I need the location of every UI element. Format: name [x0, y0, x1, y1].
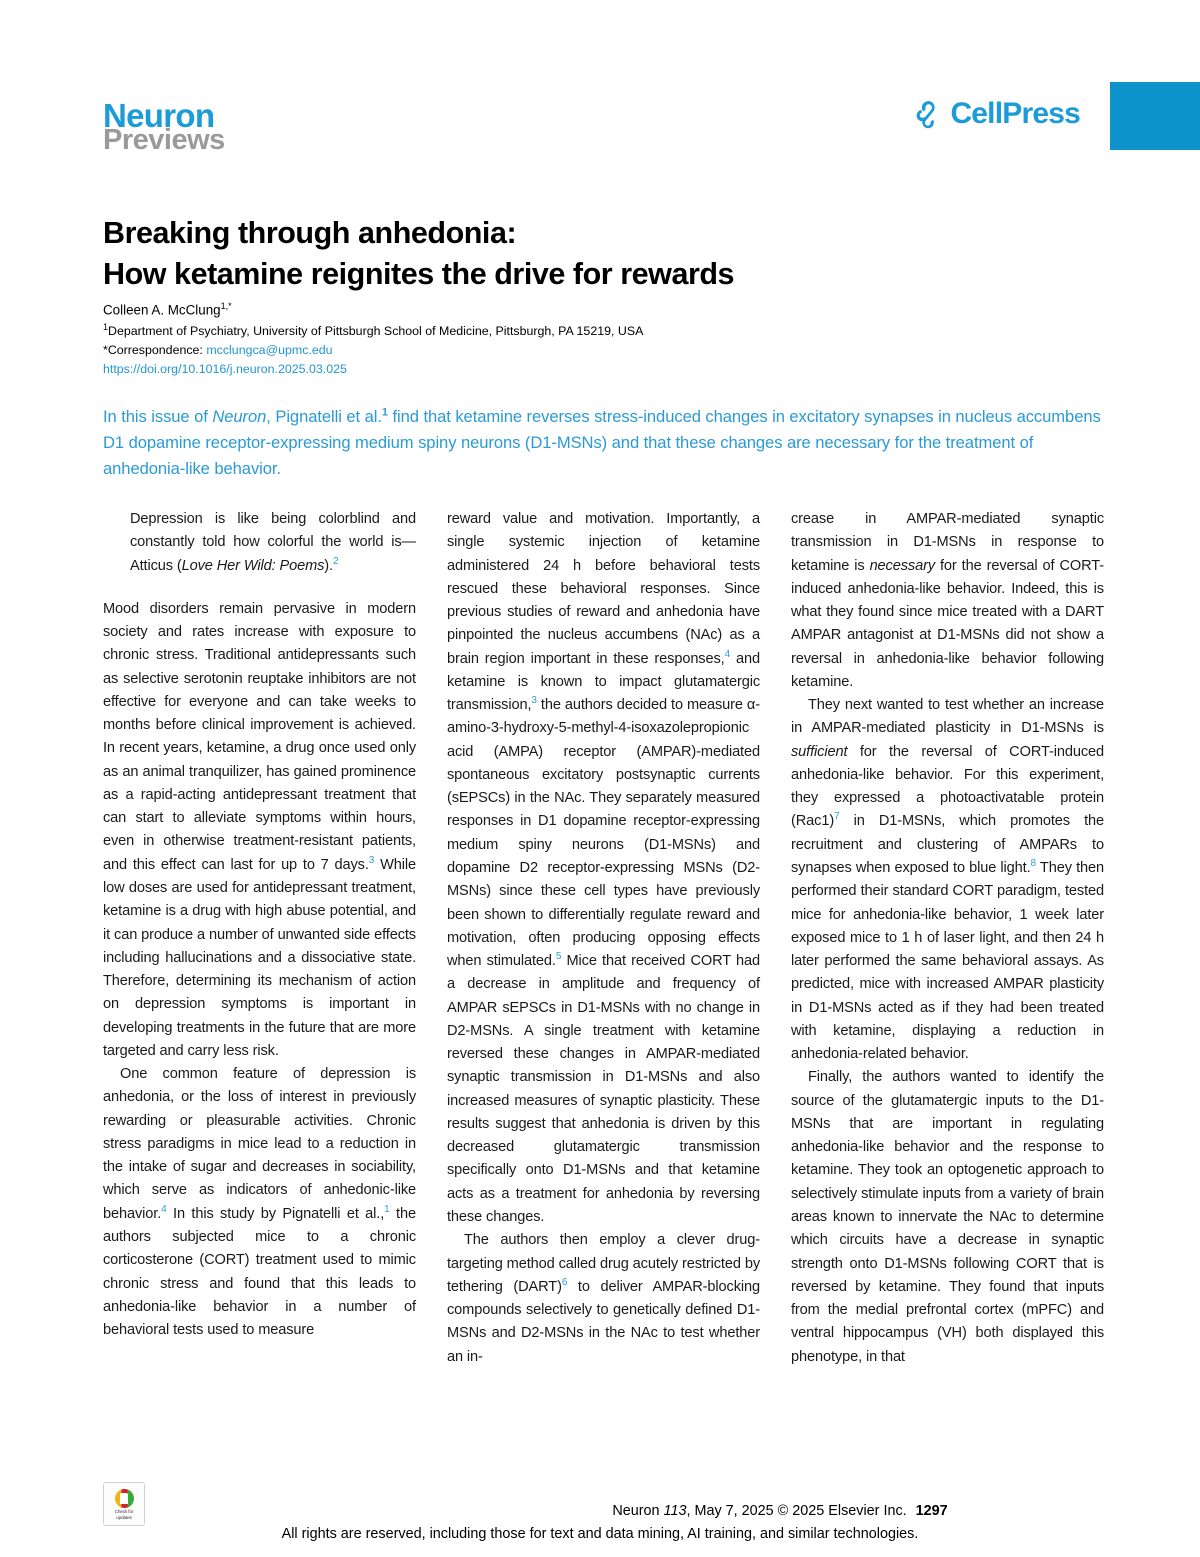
c3-p2-d: They then performed their standard CORT paradigm, tested mice for anhedonia-like behavior, 1 week later exposed mice to 1 h of laser light, and then 24 h later performed the same behavioral assays. As predicted, mice with increased AMPAR plasticity in D1-MSNs acted as if they had been treated with ketamine, displaying a reduction in anhedonia-related behavior.: [791, 859, 1104, 1063]
c2-p1-ref-1[interactable]: 4: [724, 648, 731, 660]
author-sup: 1,*: [220, 301, 232, 311]
cellpress-logo: [912, 98, 1080, 129]
section-name: Previews: [103, 124, 225, 156]
c3-p1-emphasis: necessary: [869, 557, 935, 574]
c2-p1-b: and ketamine is known to impact glutamatergic transmission,: [447, 650, 760, 714]
journal-brand: [103, 99, 225, 155]
paragraph-c1-p1: [103, 598, 416, 1063]
c3-p1-b: for the reversal of CORT-induced anhedonia-like behavior. Indeed, this is what they found since mice treated with a DART AMPAR antagonist at D1-MSNs did not show a reversal in anhedonia-like behavior following ketamine.: [791, 557, 1104, 690]
page-header: [0, 0, 1200, 170]
footer-text: [0, 1500, 1200, 1547]
c1-p2-c: the authors subjected mice to a chronic corticosterone (CORT) treatment used to mimic chronic stress and found that this leads to anhedonia-like behavior in a number of behavioral tests used to measure: [103, 1205, 416, 1339]
crossmark-label-line-2: updates: [116, 1514, 132, 1520]
body-column-2: [447, 508, 760, 1369]
doi-link[interactable]: https://doi.org/10.1016/j.neuron.2025.03.025: [103, 361, 347, 376]
footer-citation: , May 7, 2025 © 2025 Elsevier Inc.: [686, 1503, 907, 1519]
c3-p1-a: crease in AMPAR-mediated synaptic transmission in D1-MSNs in response to ketamine is: [791, 511, 1104, 574]
c1-p1-ref[interactable]: 3: [368, 854, 375, 866]
paragraph-c3-p1: [791, 508, 1104, 694]
footer-rights-line: All rights are reserved, including those for text and data mining, AI training, and similar technologies.: [281, 1526, 919, 1543]
summary-journal-italic: Neuron: [212, 407, 267, 426]
doi-line: [103, 360, 1003, 379]
cellpress-wordmark: CellPress: [950, 96, 1080, 130]
title-line-2: How ketamine reignites the drive for rewards: [103, 256, 735, 291]
footer-volume: 113: [663, 1503, 687, 1519]
paragraph-c3-p2: [791, 694, 1104, 1066]
author-name: Colleen A. McClung: [103, 302, 221, 318]
affiliation-text: Department of Psychiatry, University of Pittsburgh School of Medicine, Pittsburgh, PA 15219, USA: [108, 323, 644, 338]
paragraph-c3-p3: Finally, the authors wanted to identify the source of the glutamatergic inputs to the D1-MSNs that are important in regulating anhedonia-like behavior and the response to ketamine. They took an optogenetic approach to selectively stimulate inputs from a variety of brain areas known to innervate the NAc to determine which circuits have a decrease in synaptic strength onto D1-MSNs following CORT that is reversed by ketamine. They found that inputs from the medial prefrontal cortex (mPFC) and ventral hippocampus (VH) both displayed this phenotype, in that: [791, 1069, 1104, 1365]
c2-p1-a: reward value and motivation. Importantly, a single systemic injection of ketamine administered 24 h before behavioral tests rescued these behavioral responses. Since previous studies of reward and anhedonia have pinpointed the nucleus accumbens (NAc) as a brain region important in these responses,: [447, 511, 760, 667]
paragraph-c2-p1: [447, 508, 760, 1229]
c3-p2-b: for the reversal of CORT-induced anhedonia-like behavior. For this experiment, they expressed a photoactivatable protein (Rac1): [791, 743, 1104, 830]
paragraph-c2-p2: [447, 1229, 760, 1369]
summary-part-1: In this issue of: [103, 407, 213, 426]
correspondence-email-link[interactable]: mcclungca@upmc.edu: [206, 342, 333, 357]
epigraph-title-italic: Love Her Wild: Poems: [181, 557, 325, 574]
summary-part-2: , Pignatelli et al.: [266, 407, 382, 426]
c3-p2-c: in D1-MSNs, which promotes the recruitment and clustering of AMPARs to synapses when exposed to blue light.: [791, 813, 1104, 876]
cellpress-mark-icon: [912, 98, 941, 129]
c1-p2-ref-2[interactable]: 1: [384, 1203, 390, 1215]
footer-page-number: 1297: [915, 1503, 948, 1519]
c1-p2-b: In this study by Pignatelli et al.,: [166, 1205, 385, 1222]
body-column-3: [791, 508, 1104, 1369]
affiliation-line: [103, 321, 1003, 341]
article-body: [103, 508, 1105, 1369]
footer-citation-line: [0, 1500, 1200, 1523]
article-summary: [103, 404, 1105, 483]
c1-p2-ref-1[interactable]: 4: [161, 1203, 167, 1215]
c3-p2-a: They next wanted to test whether an increase in AMPAR-mediated plasticity in D1-MSNs is: [791, 697, 1104, 737]
c1-p1-b: While low doses are used for antidepressant treatment, ketamine is a drug with high abuse potential, and it can produce a number of unwanted side effects including hallucinations and a dissociative state. Therefore, determining its mechanism of action on depression symptoms is important in developing treatments in the future that are more targeted and carry less risk.: [103, 856, 416, 1059]
summary-reference[interactable]: 1: [381, 406, 388, 419]
epigraph: [103, 508, 416, 578]
c1-p1-a: Mood disorders remain pervasive in modern society and rates increase with exposure to chronic stress. Traditional antidepressants such as selective serotonin reuptake inhibitors are not effective for everyone and can take weeks to months before clinical improvement is achieved. In recent years, ketamine, a drug once used only as an animal tranquilizer, has gained prominence as a rapid-acting antidepressant treatment that can start to alleviate symptoms within hours, even in otherwise treatment-resistant patients, and this effect can last for up to 7 days.: [103, 600, 416, 873]
affiliation-sup: 1: [103, 321, 109, 332]
c3-p2-ref-2[interactable]: 8: [1030, 858, 1036, 870]
journal-name: Neuron: [103, 97, 215, 134]
epigraph-reference[interactable]: 2: [332, 555, 339, 567]
c2-p2-b: to deliver AMPAR-blocking compounds selectively to genetically defined D1-MSNs and D2-MSNs in the NAc to test whether an in-: [447, 1278, 760, 1365]
footer-journal: Neuron: [612, 1503, 664, 1519]
correspondence-label: *Correspondence:: [103, 342, 203, 357]
c1-p2-a: One common feature of depression is anhedonia, or the loss of interest in previously rewarding or pleasurable activities. Chronic stress paradigms in mice lead to a reduction in the intake of sugar and decreases in sociability, which serve as indicators of anhedonic-like behavior.: [103, 1066, 416, 1222]
header-accent-block: [1110, 82, 1200, 150]
page-title: [103, 213, 1003, 294]
author-name-line: [103, 300, 1003, 321]
c3-p2-ref-1[interactable]: 7: [834, 811, 840, 823]
epigraph-tail: ).: [324, 557, 333, 574]
c2-p1-c: the authors decided to measure α-amino-3-hydroxy-5-methyl-4-isoxazolepropionic acid (AMPA) receptor (AMPAR)-mediated spontaneous excitatory postsynaptic currents (sEPSCs) in the NAc. They separately measured responses in D1 dopamine receptor-expressing medium spiny neurons (D1-MSNs) and dopamine D2 receptor-expressing MSNs (D2-MSNs) since these cell types have previously been shown to differentially regulate reward and motivation, often producing opposing effects when stimulated.: [447, 697, 760, 970]
c3-p2-emphasis: sufficient: [791, 743, 848, 760]
c2-p2-ref[interactable]: 6: [561, 1276, 568, 1288]
title-line-1: Breaking through anhedonia:: [103, 216, 517, 251]
epigraph-text: Depression is like being colorblind and constantly told how colorful the world is—Atticus (: [130, 511, 416, 574]
crossmark-label-line-1: Check for: [114, 1509, 134, 1515]
c2-p2-a: The authors then employ a clever drug-targeting method called drug acutely restricted by tethering (DART): [447, 1232, 760, 1295]
c2-p1-ref-2[interactable]: 3: [531, 695, 537, 707]
c2-p1-ref-3[interactable]: 5: [555, 951, 562, 963]
body-column-1: [103, 508, 416, 1369]
paragraph-c1-p2: [103, 1063, 416, 1342]
summary-part-3: find that ketamine reverses stress-induced changes in excitatory synapses in nucleus accumbens D1 dopamine receptor-expressing medium spiny neurons (D1-MSNs) and that these changes are necessary for the treatment of anhedonia-like behavior.: [103, 407, 1101, 479]
c2-p1-d: Mice that received CORT had a decrease in amplitude and frequency of AMPAR sEPSCs in D1-MSNs with no change in D2-MSNs. A single treatment with ketamine reversed these changes in AMPAR-mediated synaptic transmission in D1-MSNs and also increased measures of synaptic plasticity. These results suggest that anhedonia is driven by this decreased glutamatergic transmission specifically onto D1-MSNs and that ketamine acts as a treatment for anhedonia by reversing these changes.: [447, 953, 760, 1225]
author-block: [103, 300, 1003, 379]
correspondence-line: [103, 341, 1003, 360]
